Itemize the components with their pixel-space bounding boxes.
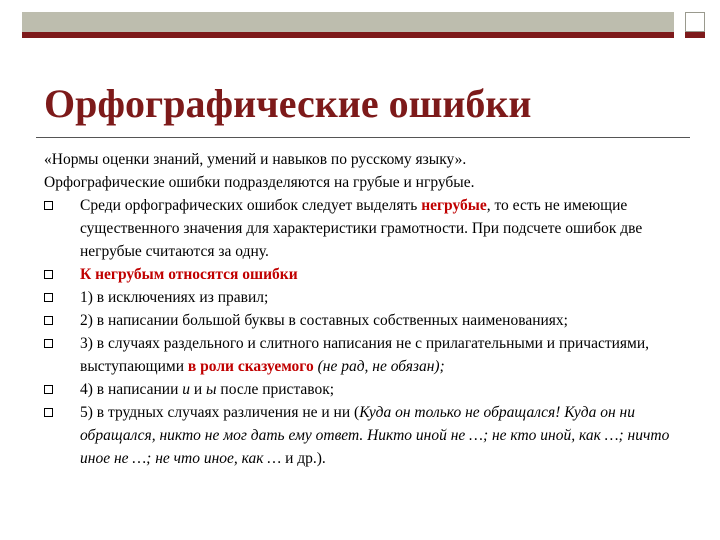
item-1-text-end: , то есть не имеющие существенного значения для характеристики грамотности. При подсчете ошибок две негрубые считаются за одну. [80,197,643,260]
bullet-item-4 [44,309,684,332]
item-1-text: Среди орфографических ошибок следует выделять [80,197,422,214]
square-bullet-icon [44,385,53,394]
intro-line-2: Орфографические ошибки подразделяются на грубые и нгрубые. [44,174,475,191]
item-6-text-end: после приставок; [216,381,335,398]
item-4-text: 2) в написании большой буквы в составных собственных наименованиях; [80,312,568,329]
item-7-examples: Куда он только не обращался! Куда он ни обращался, никто не мог дать ему ответ. Никто иной не …; не кто иной, как …; ничто иное не …; не что иное, как … [80,404,670,467]
slide-title: Орфографические ошибки [44,81,532,126]
bullet-item-5 [44,332,684,378]
square-bullet-icon [44,316,53,325]
bullet-item-2 [44,263,684,286]
bullet-item-6 [44,378,684,401]
header-accent-bar [22,32,674,38]
item-6-letter-i: и [182,381,190,398]
item-1-highlight: негрубые [421,197,487,214]
square-bullet-icon [44,270,53,279]
item-2-text: К негрубым относятся ошибки [80,266,298,283]
header-band [22,12,674,32]
corner-square-outline [685,12,705,32]
intro-line-1: «Нормы оценки знаний, умений и навыков по русскому языку». [44,151,467,168]
item-5-examples: (не рад, не обязан); [313,358,445,375]
bullet-item-3 [44,286,684,309]
slide-body [44,148,684,470]
item-6-conj: и [190,381,207,398]
corner-square-accent [685,32,705,38]
item-5-text: 3) в случаях раздельного и слитного написания не с прилагательными и причастиями, выступающими [80,335,650,375]
square-bullet-icon [44,293,53,302]
item-5-highlight: в роли сказуемого [187,358,314,375]
square-bullet-icon [44,408,53,417]
item-7-text: 5) в трудных случаях различения не и ни ( [80,404,360,421]
item-7-text-end: и др.). [281,450,326,467]
item-3-text: 1) в исключениях из правил; [80,289,269,306]
title-divider [36,137,690,138]
square-bullet-icon [44,339,53,348]
bullet-item-7 [44,401,684,470]
item-6-text: 4) в написании [80,381,183,398]
item-6-letter-y: ы [206,381,217,398]
bullet-item-1 [44,194,684,263]
square-bullet-icon [44,201,53,210]
